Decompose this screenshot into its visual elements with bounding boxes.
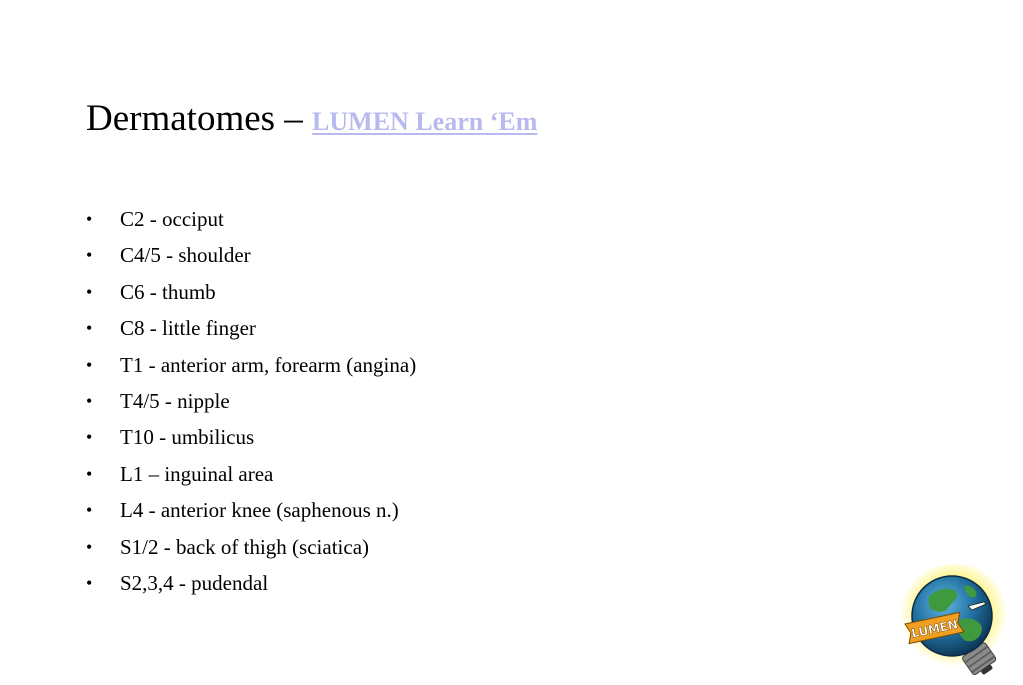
list-item xyxy=(86,529,416,565)
list-item xyxy=(86,347,416,383)
list-item-text: C8 - little finger xyxy=(120,316,256,341)
dermatome-list xyxy=(86,201,416,601)
list-item xyxy=(86,456,416,492)
bullet-icon: • xyxy=(86,536,93,557)
list-item xyxy=(86,492,416,528)
bullet-icon: • xyxy=(86,281,93,302)
list-item xyxy=(86,565,416,601)
list-item-text: S1/2 - back of thigh (sciatica) xyxy=(120,534,370,559)
list-item-text: C4/5 - shoulder xyxy=(120,243,251,268)
list-item-text: T1 - anterior arm, forearm (angina) xyxy=(120,352,417,377)
list-item-text: L1 – inguinal area xyxy=(120,461,274,486)
list-item xyxy=(86,237,416,273)
bullet-icon: • xyxy=(86,318,93,339)
list-item-text: T10 - umbilicus xyxy=(120,425,255,450)
bullet-icon: • xyxy=(86,245,93,266)
list-item-text: C2 - occiput xyxy=(120,207,224,231)
list-item xyxy=(86,274,416,310)
title-separator: – xyxy=(284,98,303,139)
list-item xyxy=(86,310,416,346)
bullet-icon: • xyxy=(86,572,93,593)
lightbulb-globe-icon xyxy=(898,562,1016,680)
list-item xyxy=(86,383,416,419)
lumen-learn-em-link[interactable]: LUMEN Learn ‘Em xyxy=(312,107,538,136)
bullet-icon: • xyxy=(86,500,93,521)
list-item-text: L4 - anterior knee (saphenous n.) xyxy=(120,498,399,523)
bullet-icon: • xyxy=(86,463,93,484)
list-item-text: C6 - thumb xyxy=(120,279,216,304)
bullet-icon: • xyxy=(86,354,93,375)
lumen-logo xyxy=(898,562,1016,680)
list-item-text: S2,3,4 - pudendal xyxy=(120,570,269,595)
list-item xyxy=(86,201,416,237)
logo-text: LUMEN xyxy=(910,617,960,641)
bullet-icon: • xyxy=(86,390,93,411)
bullet-icon: • xyxy=(86,209,93,229)
list-item xyxy=(86,419,416,455)
list-item-text: T4/5 - nipple xyxy=(120,388,230,413)
slide-title xyxy=(86,96,537,145)
bullet-icon: • xyxy=(86,427,93,448)
title-text: Dermatomes xyxy=(86,98,276,139)
